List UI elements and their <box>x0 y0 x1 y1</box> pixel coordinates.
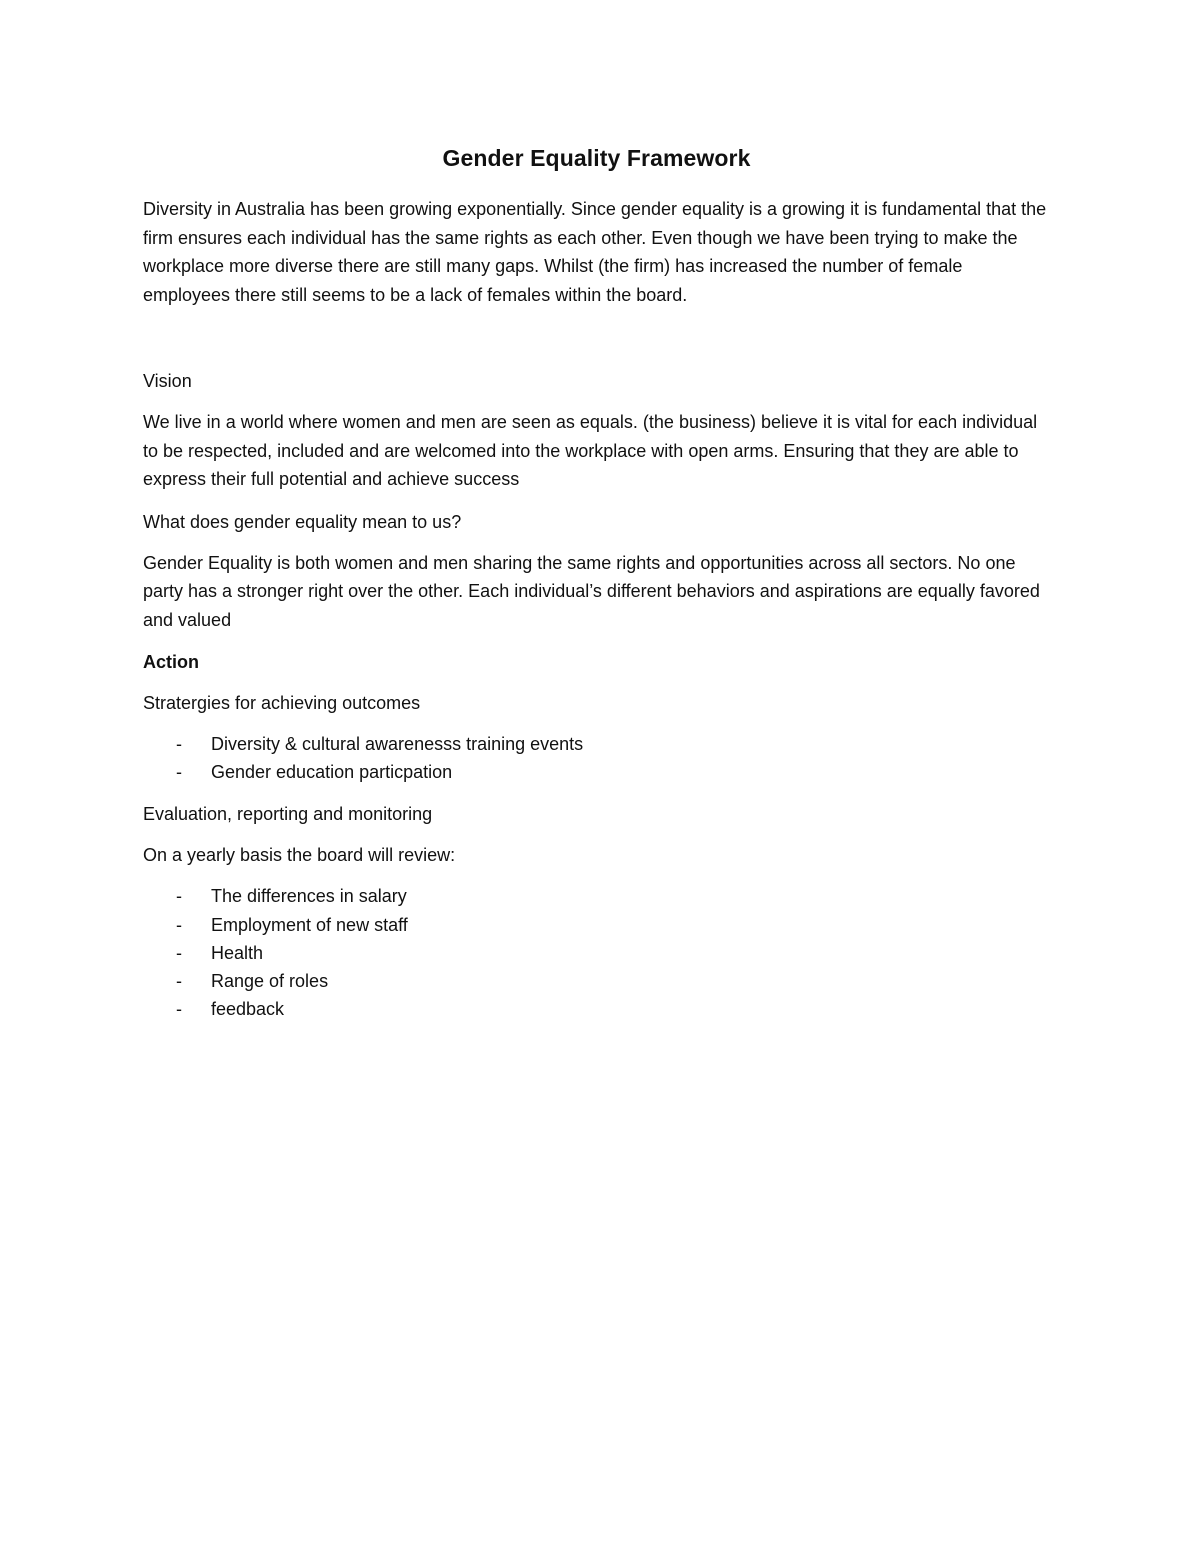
review-list <box>143 882 1050 1023</box>
vision-paragraph: We live in a world where women and men are seen as equals. (the business) believe it is vital for each individual to be respected, included and are welcomed into the workplace with open arms. Ensuring that they are able to express their full potential and achieve success <box>143 412 1038 489</box>
dash-bullet: - <box>176 762 182 783</box>
evaluation-heading: Evaluation, reporting and monitoring <box>143 804 433 825</box>
dash-bullet: - <box>176 999 182 1020</box>
list-item <box>143 882 1050 910</box>
dash-bullet: - <box>176 886 182 907</box>
dash-bullet: - <box>176 942 182 963</box>
list-item-text: Range of roles <box>211 971 329 992</box>
list-item-text: Health <box>211 942 264 963</box>
vision-heading: Vision <box>143 371 192 391</box>
list-item-text: Gender education particpation <box>211 762 453 783</box>
dash-bullet: - <box>176 971 182 992</box>
strategies-list <box>143 730 1050 786</box>
dash-bullet: - <box>176 734 182 754</box>
list-item <box>143 758 1050 786</box>
list-item <box>143 730 1050 758</box>
list-item <box>143 911 1050 939</box>
meaning-paragraph: Gender Equality is both women and men sharing the same rights and opportunities across all sectors. No one party has a stronger right over the other. Each individual’s different behaviors and aspirations are equally favored and valued <box>143 552 1040 630</box>
dash-bullet: - <box>176 914 182 935</box>
list-item-text: The differences in salary <box>211 886 407 907</box>
list-item-text: Employment of new staff <box>211 914 408 935</box>
document-title: Gender Equality Framework <box>442 145 751 171</box>
strategies-heading: Stratergies for achieving outcomes <box>143 693 421 713</box>
list-item <box>143 939 1050 967</box>
list-item-text: feedback <box>211 999 285 1020</box>
list-item-text: Diversity & cultural awarenesss training events <box>211 734 584 754</box>
review-intro: On a yearly basis the board will review: <box>143 845 456 866</box>
list-item <box>143 967 1050 995</box>
action-heading: Action <box>143 652 199 672</box>
list-item <box>143 995 1050 1023</box>
meaning-heading: What does gender equality mean to us? <box>143 511 462 532</box>
intro-paragraph: Diversity in Australia has been growing exponentially. Since gender equality is a growing it is fundamental that the firm ensures each individual has the same rights as each other. Even though we have been trying to make the workplace more diverse there are still many gaps. Whilst (the firm) has increased the number of female employees there still seems to be a lack of females within the board. <box>143 199 1047 305</box>
